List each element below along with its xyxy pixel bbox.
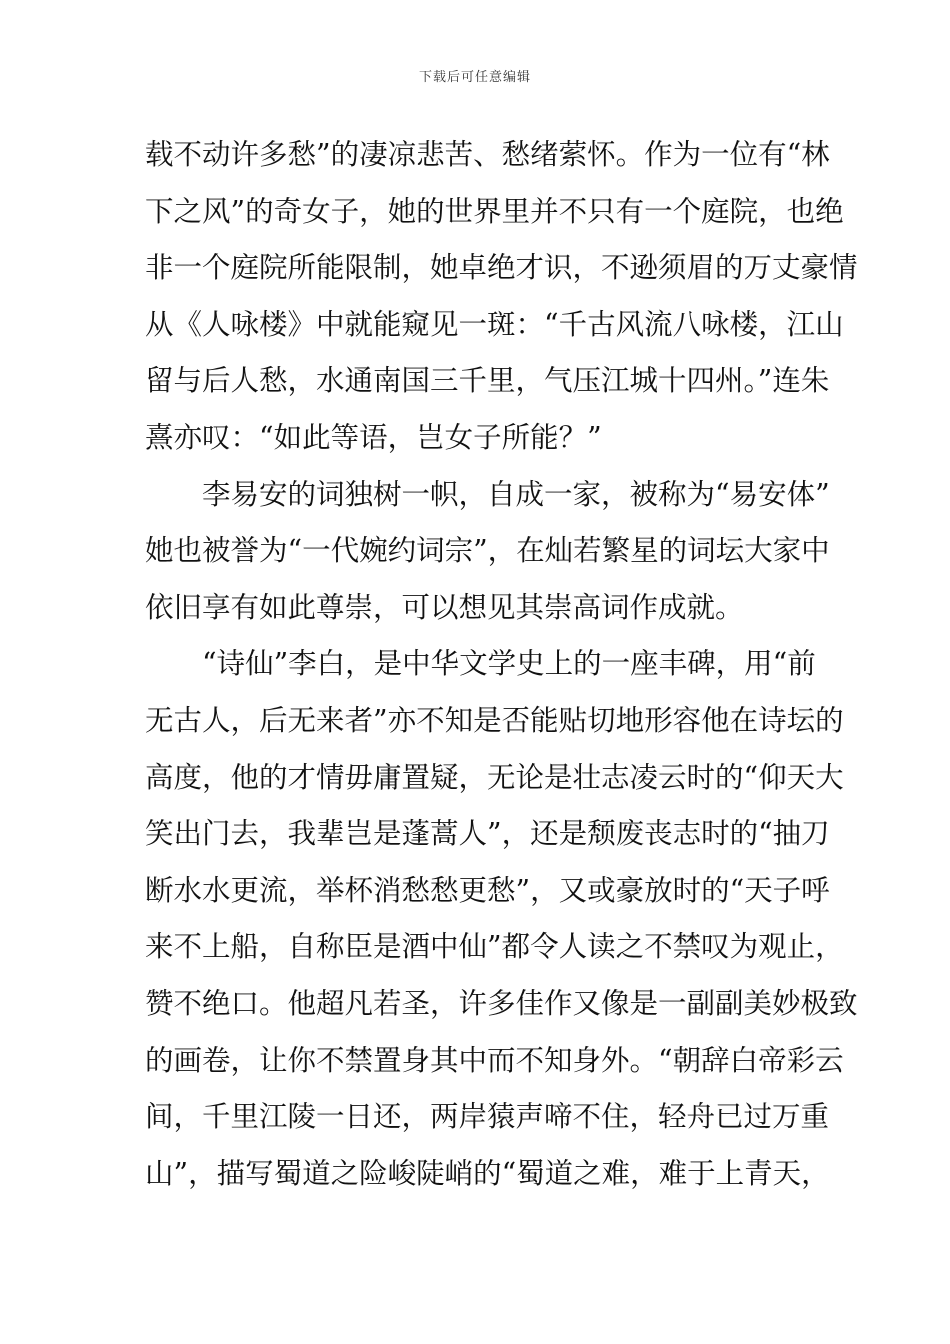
text-line: “诗仙”李白，是中华文学史上的一座丰碑，用“前 [202, 647, 816, 681]
text-line: 非一个庭院所能限制，她卓绝才识，不逊须眉的万丈豪情 [145, 251, 858, 285]
page-header: 下载后可任意编辑 [418, 70, 531, 85]
text-line: 下之风”的奇女子，她的世界里并不只有一个庭院，也绝 [145, 194, 844, 228]
text-line: 载不动许多愁”的凄凉悲苦、愁绪萦怀。作为一位有“林 [145, 138, 830, 171]
text-line: 熹亦叹：“如此等语，岂女子所能？” [145, 420, 602, 454]
text-line: 李易安的词独树一帜，自成一家，被称为“易安体” [202, 477, 830, 511]
text-line: 来不上船，自称臣是酒中仙”都令人读之不禁叹为观止， [145, 930, 844, 964]
document-body [145, 127, 858, 1202]
text-line: 间，千里江陵一日还，两岸猿声啼不住，轻舟已过万重 [145, 1100, 830, 1134]
text-line: 无古人，后无来者”亦不知是否能贴切地形容他在诗坛的 [145, 703, 844, 737]
text-line: 她也被誉为“一代婉约词宗”，在灿若繁星的词坛大家中 [145, 534, 830, 568]
text-line: 山”，描写蜀道之险峻陡峭的“蜀道之难，难于上青天， [145, 1156, 830, 1190]
text-line: 依旧享有如此尊崇，可以想见其崇高词作成就。 [145, 590, 744, 624]
text-line: 留与后人愁，水通南国三千里，气压江城十四州。”连朱 [145, 364, 830, 398]
text-line: 笑出门去，我辈岂是蓬蒿人”，还是颓废丧志时的“抽刀 [145, 817, 830, 851]
text-line: 的画卷，让你不禁置身其中而不知身外。“朝辞白帝彩云 [145, 1043, 844, 1077]
text-line: 赞不绝口。他超凡若圣，许多佳作又像是一副副美妙极致 [145, 986, 858, 1020]
text-line: 断水水更流，举杯消愁愁更愁”，又或豪放时的“天子呼 [145, 873, 830, 907]
text-line: 高度，他的才情毋庸置疑，无论是壮志凌云时的“仰天大 [145, 760, 844, 794]
text-line: 从《人咏楼》中就能窥见一斑：“千古风流八咏楼，江山 [145, 307, 844, 341]
